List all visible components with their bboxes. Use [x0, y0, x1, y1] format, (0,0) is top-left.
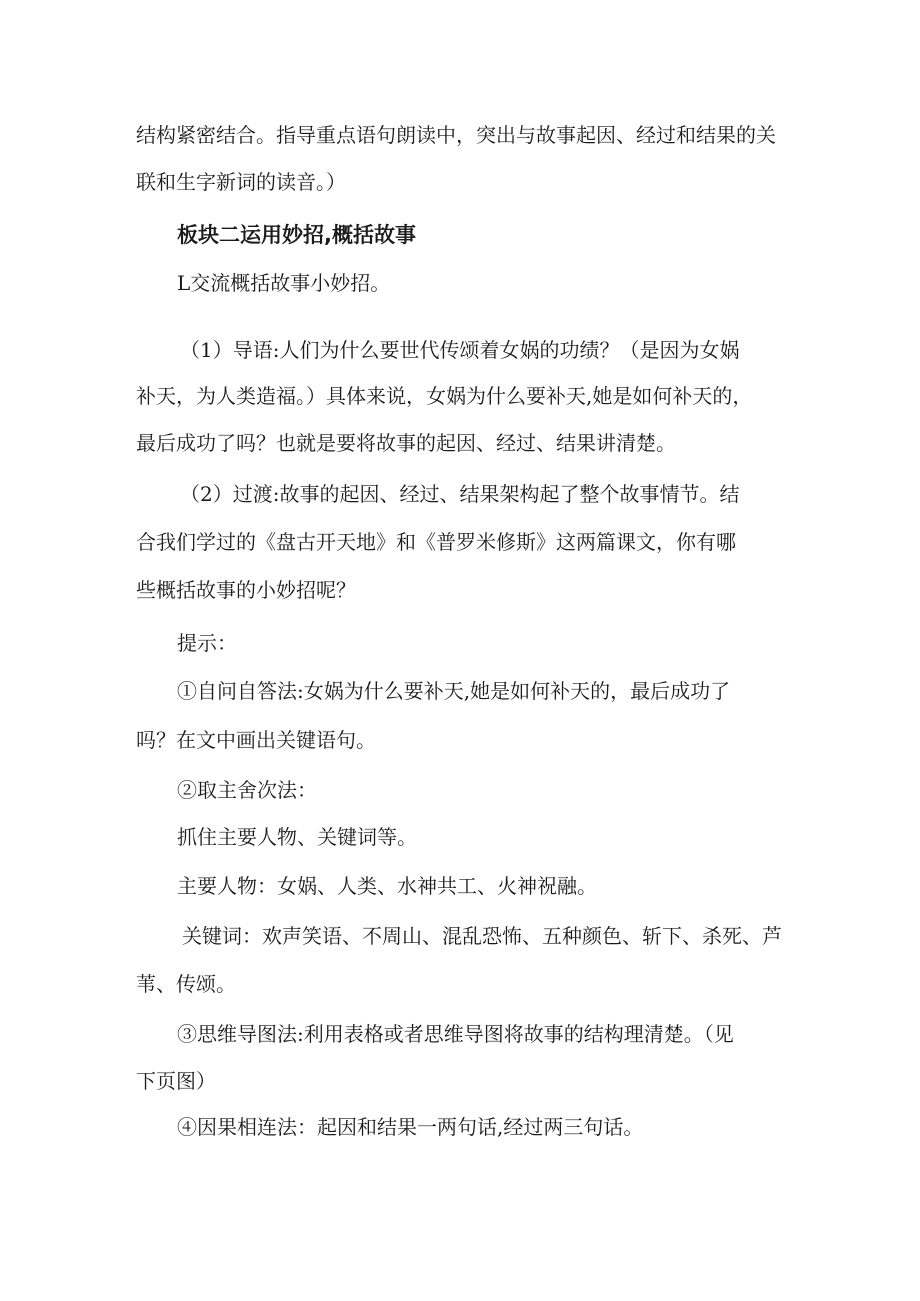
- body-text-line: 最后成功了吗？也就是要将故事的起因、经过、结果讲清楚。: [136, 431, 676, 455]
- body-text-line: ①自问自答法:女娲为什么要补天,她是如何补天的，最后成功了: [177, 679, 731, 703]
- list-item: L交流概括故事小妙招。: [177, 271, 391, 295]
- body-text-line: 苇、传颂。: [136, 972, 236, 996]
- body-text-line: 补天，为人类造福。）具体来说，女娲为什么要补天,她是如何补天的，: [136, 384, 753, 408]
- body-text-line: 联和生字新词的读音。）: [136, 170, 346, 194]
- body-text-line: ③思维导图法:利用表格或者思维导图将故事的结构理清楚。（见: [177, 1022, 734, 1046]
- body-text-line: （1）导语:人们为什么要世代传颂着女娲的功绩？（是因为女娲: [180, 338, 740, 362]
- body-text-line: 抓住主要人物、关键词等。: [177, 825, 417, 849]
- body-text-line: 合我们学过的《盘古开天地》和《普罗米修斯》这两篇课文，你有哪: [136, 530, 736, 554]
- body-text-line: 些概括故事的小妙招呢？: [136, 578, 356, 602]
- body-text-line: ④因果相连法：起因和结果一两句话,经过两三句话。: [177, 1115, 644, 1139]
- body-text-line: 主要人物：女娲、人类、水神共工、火神祝融。: [177, 874, 597, 898]
- body-text-line: 结构紧密结合。指导重点语句朗读中，突出与故事起因、经过和结果的关: [136, 123, 776, 147]
- body-text-line: 下页图）: [136, 1069, 216, 1093]
- body-text-line: 关键词：欢声笑语、不周山、混乱恐怖、五种颜色、斩下、杀死、芦: [182, 924, 782, 948]
- body-text-line: （2）过渡:故事的起因、经过、结果架构起了整个故事情节。结: [180, 482, 740, 506]
- body-text-line: ②取主舍次法：: [177, 778, 317, 802]
- body-text-line: 吗？在文中画出关键语句。: [136, 728, 376, 752]
- hint-label: 提示：: [177, 631, 237, 655]
- section-heading: 板块二运用妙招,概括故事: [177, 223, 416, 247]
